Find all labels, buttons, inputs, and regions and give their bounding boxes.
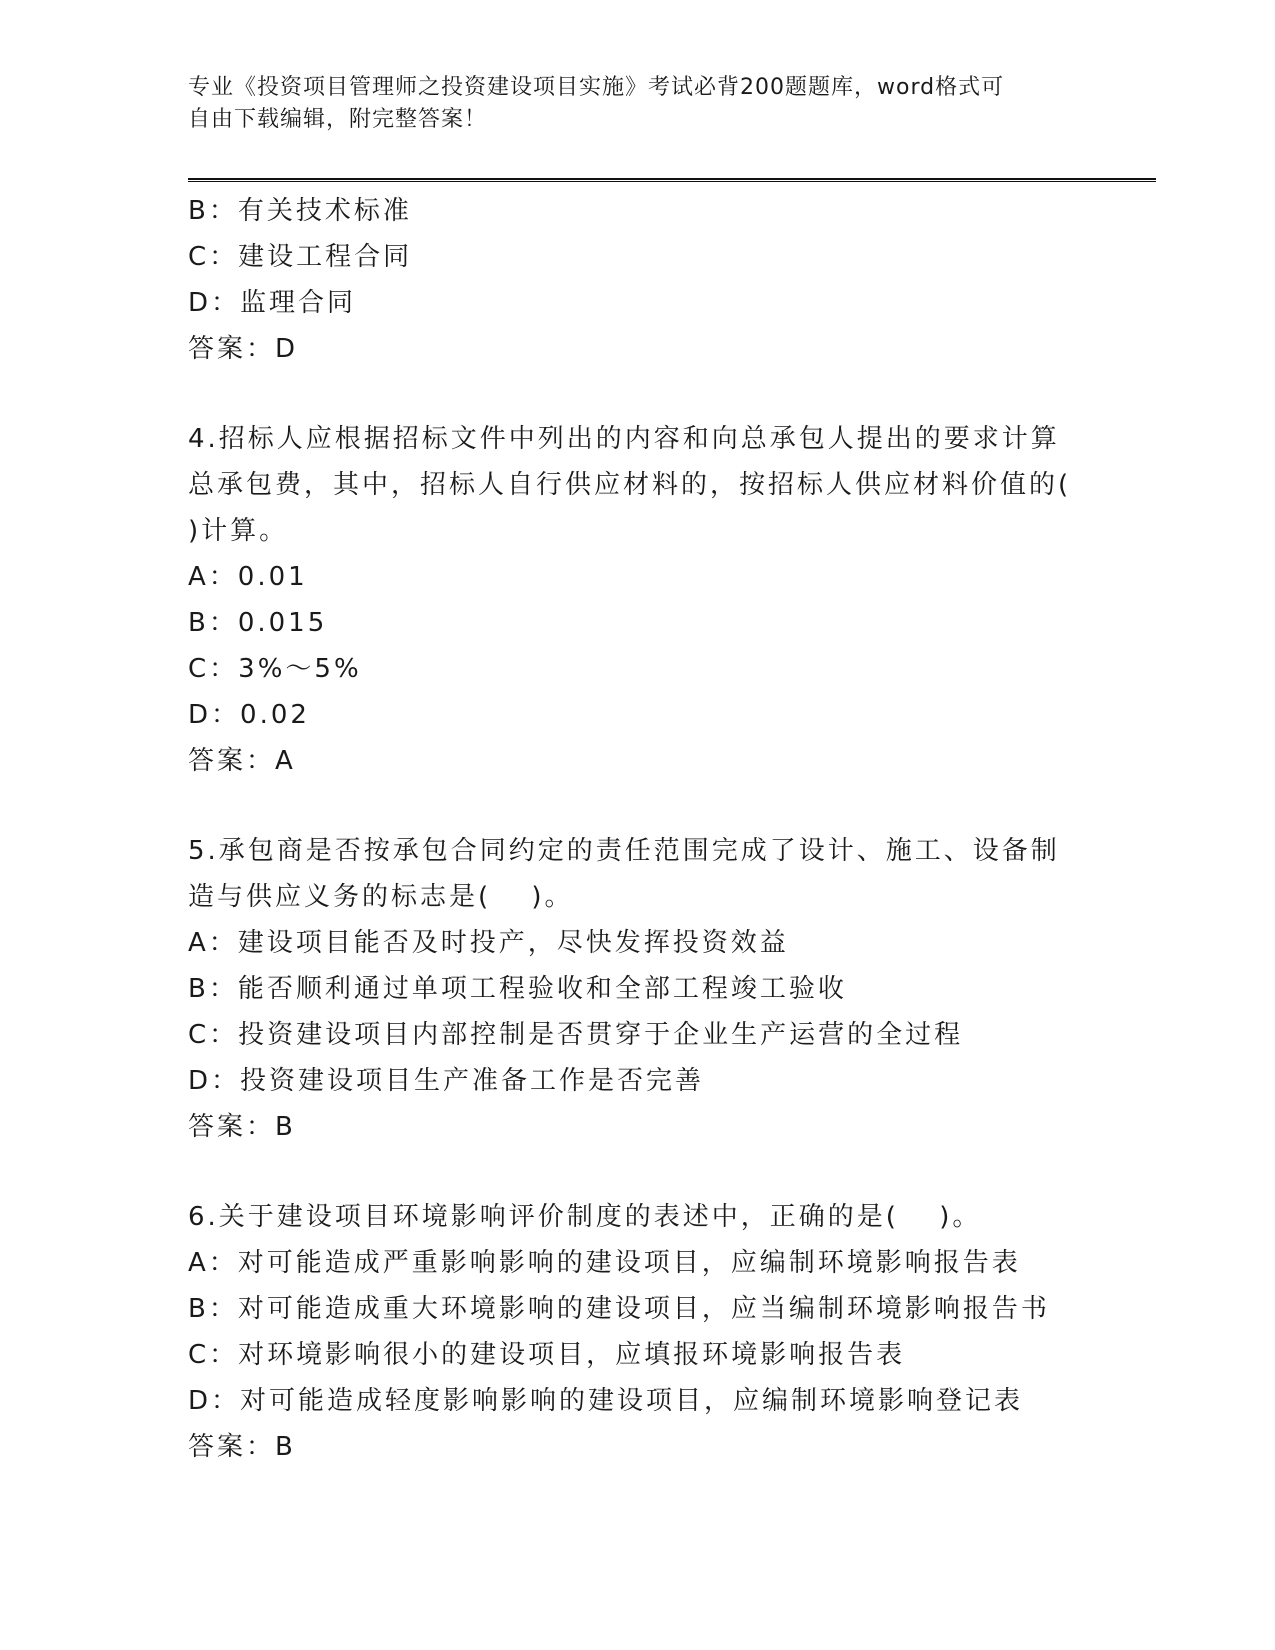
spacer bbox=[188, 372, 1088, 394]
option-b: B：有关技术标准 bbox=[188, 196, 412, 226]
option-c: C：对环境影响很小的建设项目，应填报环境影响报告表 bbox=[188, 1340, 906, 1370]
answer-line: 答案：D bbox=[188, 334, 299, 364]
header-divider bbox=[188, 178, 1156, 182]
question-text-line: 总承包费，其中，招标人自行供应材料的，按招标人供应材料价值的( bbox=[188, 470, 1072, 500]
question-4 bbox=[188, 416, 1088, 784]
question-text-line: 造与供应义务的标志是( )。 bbox=[188, 882, 574, 912]
option-a: A：建设项目能否及时投产，尽快发挥投资效益 bbox=[188, 928, 789, 958]
page-header bbox=[188, 72, 1068, 136]
question-text-line: )计算。 bbox=[188, 516, 289, 546]
question-text-line: 6.关于建设项目环境影响评价制度的表述中，正确的是( )。 bbox=[188, 1202, 982, 1232]
header-line-2: 自由下载编辑，附完整答案！ bbox=[188, 107, 488, 132]
option-d: D：投资建设项目生产准备工作是否完善 bbox=[188, 1066, 705, 1096]
option-a: A：0.01 bbox=[188, 562, 308, 592]
answer-line: 答案：B bbox=[188, 1432, 296, 1462]
option-b: B：能否顺利通过单项工程验收和全部工程竣工验收 bbox=[188, 974, 847, 1004]
question-list bbox=[188, 188, 1088, 1470]
option-d: D：对可能造成轻度影响影响的建设项目，应编制环境影响登记表 bbox=[188, 1386, 1024, 1416]
option-c: C：3%～5% bbox=[188, 654, 362, 684]
spacer bbox=[188, 784, 1088, 806]
question-3-tail bbox=[188, 188, 1088, 372]
option-b: B：对可能造成重大环境影响的建设项目，应当编制环境影响报告书 bbox=[188, 1294, 1050, 1324]
question-text-line: 4.招标人应根据招标文件中列出的内容和向总承包人提出的要求计算 bbox=[188, 424, 1060, 454]
option-a: A：对可能造成严重影响影响的建设项目，应编制环境影响报告表 bbox=[188, 1248, 1021, 1278]
answer-line: 答案：A bbox=[188, 746, 296, 776]
spacer bbox=[188, 1172, 1088, 1194]
answer-line: 答案：B bbox=[188, 1112, 296, 1142]
question-6 bbox=[188, 1194, 1088, 1470]
option-c: C：投资建设项目内部控制是否贯穿于企业生产运营的全过程 bbox=[188, 1020, 964, 1050]
spacer bbox=[188, 1150, 1088, 1172]
spacer bbox=[188, 806, 1088, 828]
header-line-1: 专业《投资项目管理师之投资建设项目实施》考试必背200题题库，word格式可 bbox=[188, 75, 1005, 100]
question-text-line: 5.承包商是否按承包合同约定的责任范围完成了设计、施工、设备制 bbox=[188, 836, 1060, 866]
option-d: D：0.02 bbox=[188, 700, 310, 730]
spacer bbox=[188, 394, 1088, 416]
option-c: C：建设工程合同 bbox=[188, 242, 413, 272]
question-5 bbox=[188, 828, 1088, 1150]
option-b: B：0.015 bbox=[188, 608, 328, 638]
option-d: D：监理合同 bbox=[188, 288, 357, 318]
